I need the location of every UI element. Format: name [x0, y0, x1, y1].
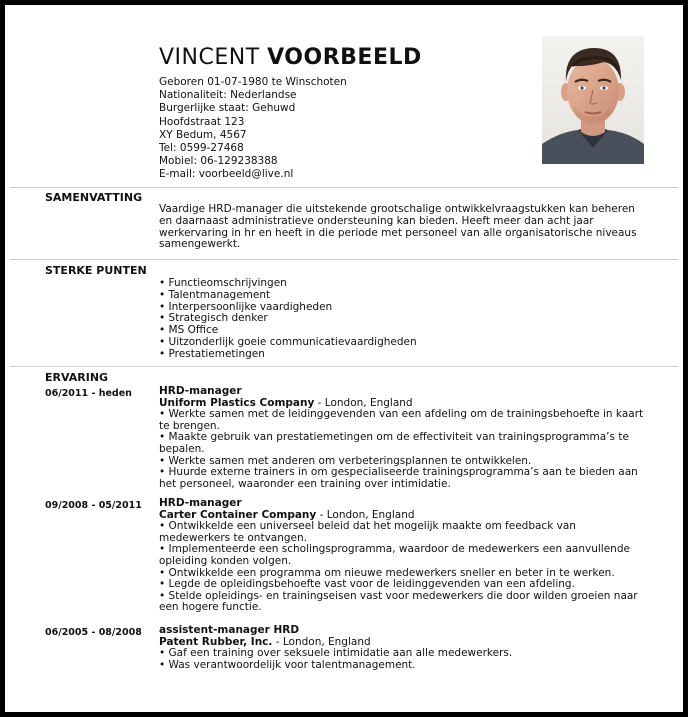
job-date: 09/2008 - 05/2011: [45, 500, 142, 511]
job-bullet: • Implementeerde een scholingsprogramma, waardoor de medewerkers een aanvullende opleiding konden volgen.: [159, 543, 630, 567]
company-name: Uniform Plastics Company: [159, 396, 315, 409]
section-divider: [10, 366, 678, 367]
job-title: assistent-manager HRD: [159, 624, 300, 636]
summary-paragraph: Vaardige HRD-manager die uitstekende grootschalige ontwikkelvraagstukken kan beheren en daarnaast administratieve ondersteuning kan bieden. Heeft meer dan acht jaar werkervaring in hr en heeft in die periode met personeel van alle organisatorische niveaus samengewerkt.: [159, 203, 637, 251]
job-bullet: • Werkte samen met anderen om verbeteringsplannen te ontwikkelen.: [159, 454, 532, 467]
list-item: • Prestatiemetingen: [159, 347, 265, 360]
job-title: HRD-manager: [159, 385, 242, 397]
contact-details: [159, 76, 347, 182]
company-name: Patent Rubber, Inc.: [159, 635, 273, 648]
job-entry: [159, 498, 649, 614]
job-date: 06/2005 - 08/2008: [45, 627, 142, 638]
job-bullet: • Maakte gebruik van prestatiemetingen om de effectiviteit van trainingsprogramma’s te bepalen.: [159, 431, 629, 455]
job-bullet: • Was verantwoordelijk voor talentmanagement.: [159, 658, 416, 671]
contact-line: Tel: 0599-27468: [159, 142, 244, 155]
job-bullet: • Legde de opleidingsbehoefte vast voor de leidinggevenden van een afdeling.: [159, 578, 575, 591]
resume-page: [5, 5, 683, 712]
first-name: VINCENT: [159, 45, 260, 70]
job-entry: [159, 386, 649, 490]
job-bullet: • Huurde externe trainers in om gespecialiseerde trainingsprogramma’s aan te bieden aan het personeel, waaronder een training over intimidatie.: [159, 466, 638, 490]
contact-line: Hoofdstraat 123: [159, 115, 245, 128]
section-divider: [10, 259, 678, 260]
job-title: HRD-manager: [159, 497, 242, 509]
company-location: - London, England: [314, 396, 413, 409]
strengths-list: [159, 278, 649, 361]
list-item: • Uitzonderlijk goeie communicatievaardigheden: [159, 335, 417, 348]
contact-line: XY Bedum, 4567: [159, 128, 247, 141]
company-name: Carter Container Company: [159, 508, 317, 521]
company-location: - London, England: [272, 635, 371, 648]
contact-line: Mobiel: 06-129238388: [159, 155, 278, 168]
contact-line: Geboren 01-07-1980 te Winschoten: [159, 76, 347, 88]
list-item: • Interpersoonlijke vaardigheden: [159, 300, 333, 313]
experience-heading: ERVARING: [45, 371, 109, 384]
job-bullet: • Ontwikkelde een universeel beleid dat het mogelijk maakte om feedback van medewerkers te ontvangen.: [159, 520, 576, 544]
list-item: • Talentmanagement: [159, 288, 271, 301]
section-divider: [10, 187, 678, 188]
portrait-image: [542, 36, 644, 164]
job-bullet: • Stelde opleidings- en trainingseisen vast voor medewerkers die door wilden groeien naar een hogere functie.: [159, 589, 638, 614]
contact-line: Burgerlijke staat: Gehuwd: [159, 102, 296, 115]
contact-line: Nationaliteit: Nederlandse: [159, 89, 297, 102]
last-name: VOORBEELD: [267, 45, 422, 70]
summary-heading: SAMENVATTING: [45, 191, 143, 204]
job-bullet: • Gaf een training over seksuele intimidatie aan alle medewerkers.: [159, 647, 513, 660]
company-location: - London, England: [316, 508, 415, 521]
candidate-name: [159, 45, 422, 70]
strengths-heading: STERKE PUNTEN: [45, 264, 147, 277]
job-entry: [159, 625, 649, 671]
list-item: • MS Office: [159, 324, 219, 337]
profile-photo: [542, 36, 644, 164]
contact-line: E-mail: voorbeeld@live.nl: [159, 168, 294, 181]
job-bullet: • Werkte samen met de leidinggevenden van een afdeling om de trainingsbehoefte in kaart te brengen.: [159, 408, 644, 432]
list-item: • Functieomschrijvingen: [159, 277, 287, 289]
job-bullet: • Ontwikkelde een programma om nieuwe medewerkers sneller en beter in te werken.: [159, 566, 615, 579]
job-date: 06/2011 - heden: [45, 388, 132, 399]
list-item: • Strategisch denker: [159, 312, 268, 325]
summary-text: [159, 204, 649, 251]
